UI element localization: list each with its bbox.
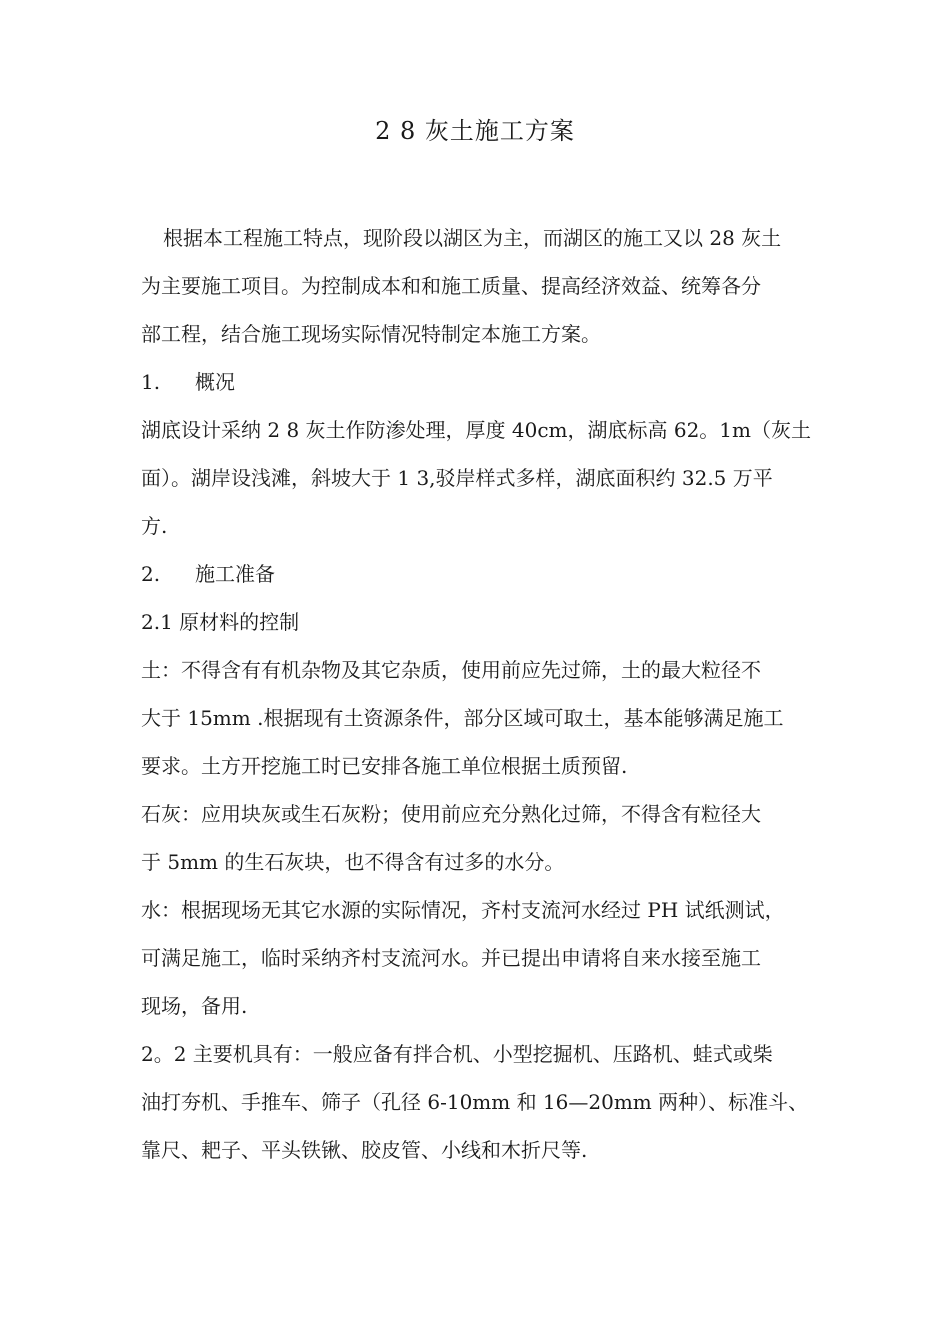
section-label: 概况 (195, 370, 235, 394)
text-line: 方. (141, 514, 168, 538)
text-line: 油打夯机、手推车、筛子（孔径 6-10mm 和 16—20mm 两种）、标准斗、 (141, 1090, 809, 1114)
overview-paragraph (141, 406, 821, 550)
text-line: 部工程，结合施工现场实际情况特制定本施工方案。 (141, 322, 601, 346)
water-paragraph (141, 886, 821, 1030)
section-number: 1. (141, 370, 161, 394)
text-line: 于 5mm 的生石灰块，也不得含有过多的水分。 (141, 850, 565, 874)
text-line: 为主要施工项目。为控制成本和和施工质量、提高经济效益、统筹各分 (141, 274, 761, 298)
text-line: 水：根据现场无其它水源的实际情况，齐村支流河水经过 PH 试纸测试， (141, 898, 785, 922)
lime-paragraph (141, 790, 821, 886)
section-heading-1 (141, 358, 821, 406)
text-line: 可满足施工，临时采纳齐村支流河水。并已提出申请将自来水接至施工 (141, 946, 761, 970)
text-line: 2。2 主要机具有：一般应备有拌合机、小型挖掘机、压路机、蛙式或柴 (141, 1042, 773, 1066)
subsection-label: 2.1 原材料的控制 (141, 610, 300, 634)
document-body (141, 214, 821, 1174)
text-line: 大于 15mm .根据现有土资源条件，部分区域可取土，基本能够满足施工 (141, 706, 784, 730)
text-line: 石灰：应用块灰或生石灰粉；使用前应充分熟化过筛，不得含有粒径大 (141, 802, 761, 826)
section-heading-2 (141, 550, 821, 598)
text-line: 根据本工程施工特点，现阶段以湖区为主，而湖区的施工又以 28 灰土 (163, 226, 782, 250)
soil-paragraph (141, 646, 821, 790)
subsection-heading (141, 598, 821, 646)
intro-paragraph (141, 214, 821, 358)
text-line: 现场，备用. (141, 994, 248, 1018)
text-line: 靠尺、耙子、平头铁锹、胶皮管、小线和木折尺等. (141, 1138, 588, 1162)
text-line: 面）。湖岸设浅滩，斜坡大于 1 3,驳岸样式多样，湖底面积约 32.5 万平 (141, 466, 773, 490)
tools-paragraph (141, 1030, 821, 1174)
document-title: 2 8 灰土施工方案 (375, 117, 575, 145)
section-label: 施工准备 (195, 562, 275, 586)
section-number: 2. (141, 562, 161, 586)
text-line: 湖底设计采纳 2 8 灰土作防渗处理，厚度 40cm，湖底标高 62。1m（灰土 (141, 418, 811, 442)
text-line: 要求。土方开挖施工时已安排各施工单位根据土质预留. (141, 754, 628, 778)
text-line: 土：不得含有有机杂物及其它杂质，使用前应先过筛，土的最大粒径不 (141, 658, 761, 682)
